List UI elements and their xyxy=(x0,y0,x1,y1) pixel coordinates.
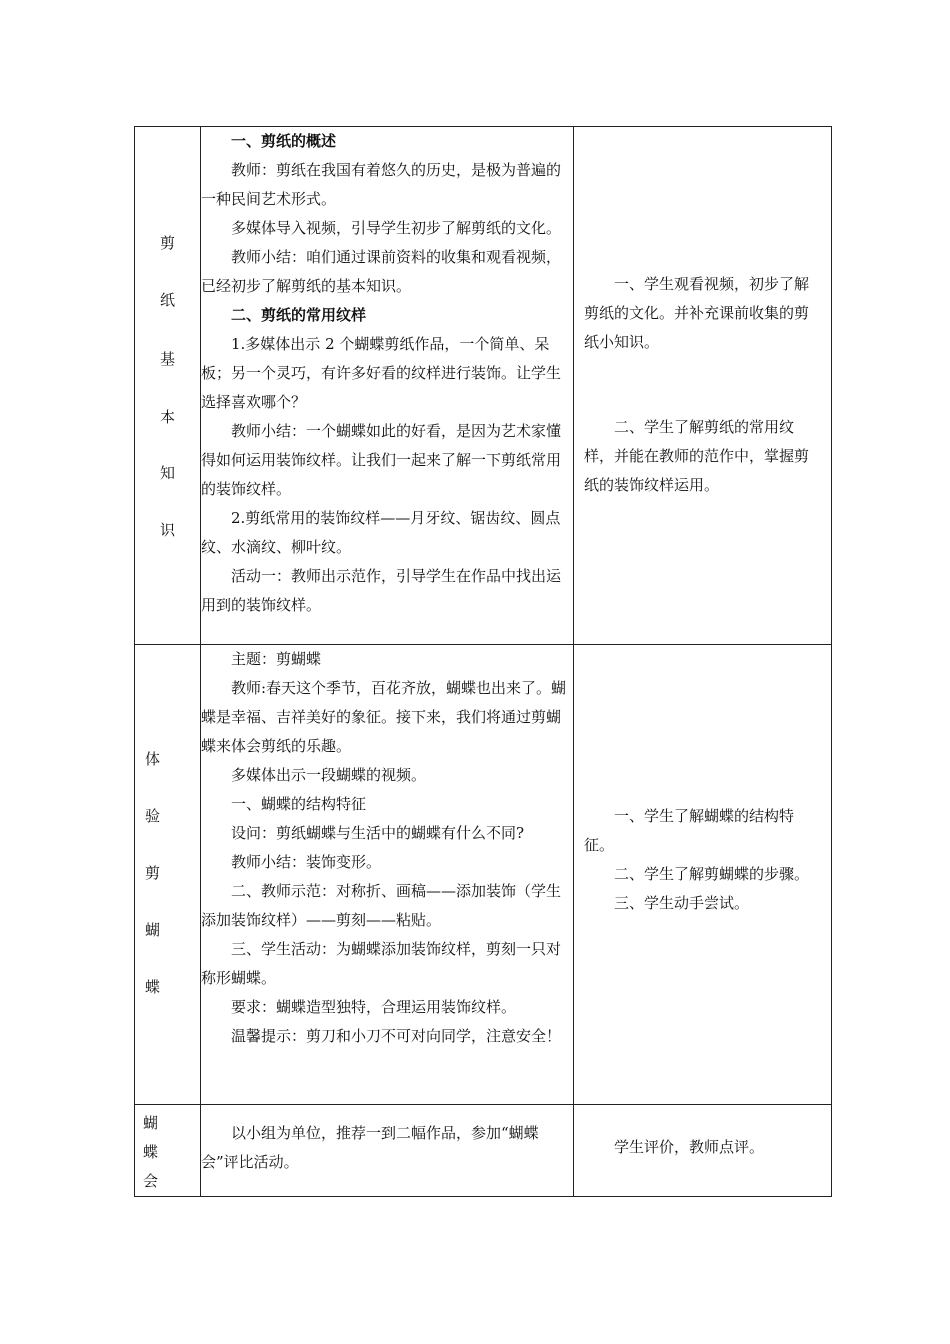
content-paragraph: 二、教师示范：对称折、画稿——添加装饰（学生添加装饰纹样）——剪刻——粘贴。 xyxy=(201,882,562,929)
section-label-char: 蝴 xyxy=(143,1114,159,1132)
section-label-char: 知 xyxy=(159,464,175,482)
content-paragraph: 教师:春天这个季节，百花齐放，蝴蝶也出来了。蝴蝶是幸福、吉祥美好的象征。接下来，我们将通过剪蝴蝶来体会剪纸的乐趣。 xyxy=(201,679,567,755)
section-label-char: 蝶 xyxy=(145,978,161,996)
content-paragraph: 要求：蝴蝶造型独特，合理运用装饰纹样。 xyxy=(231,998,517,1016)
section-label-char: 会 xyxy=(143,1172,159,1190)
table-row xyxy=(135,127,832,645)
section-heading: 一、剪纸的概述 xyxy=(231,132,337,150)
section-label-char: 剪 xyxy=(159,234,175,252)
section-label-char: 本 xyxy=(159,408,175,426)
content-paragraph: 以小组为单位，推荐一到二幅作品，参加“蝴蝶会”评比活动。 xyxy=(201,1124,539,1171)
section-label-char: 验 xyxy=(145,807,161,825)
activity-paragraph: 一、学生了解蝴蝶的结构特征。 xyxy=(584,807,795,854)
teaching-content-cell xyxy=(201,1105,574,1197)
content-paragraph: 多媒体出示一段蝴蝶的视频。 xyxy=(231,766,427,784)
student-activity-cell xyxy=(574,1105,832,1197)
student-activity-cell xyxy=(574,645,832,1105)
student-activity-cell xyxy=(574,127,832,645)
section-label-char: 体 xyxy=(145,750,161,768)
content-paragraph: 1.多媒体出示 2 个蝴蝶剪纸作品，一个简单、呆板；另一个灵巧，有许多好看的纹样进行装饰。让学生选择喜欢哪个？ xyxy=(201,335,562,411)
activity-paragraph: 二、学生了解剪纸的常用纹样，并能在教师的范作中，掌握剪纸的装饰纹样运用。 xyxy=(584,418,810,494)
activity-paragraph: 三、学生动手尝试。 xyxy=(614,894,750,912)
teaching-content-cell xyxy=(201,645,574,1105)
section-label-char: 识 xyxy=(159,521,175,539)
activity-paragraph: 二、学生了解剪蝴蝶的步骤。 xyxy=(614,865,810,883)
content-paragraph: 2.剪纸常用的装饰纹样——月牙纹、锯齿纹、圆点纹、水滴纹、柳叶纹。 xyxy=(201,509,561,556)
activity-paragraph: 一、学生观看视频，初步了解剪纸的文化。并补充课前收集的剪纸小知识。 xyxy=(584,275,810,351)
table-row xyxy=(135,1105,832,1197)
activity-paragraph: 学生评价，教师点评。 xyxy=(614,1138,765,1156)
content-paragraph: 教师小结：咱们通过课前资料的收集和观看视频，已经初步了解剪纸的基本知识。 xyxy=(201,248,562,295)
section-label-char: 蝴 xyxy=(145,921,161,939)
content-paragraph: 温馨提示：剪刀和小刀不可对向同学，注意安全！ xyxy=(231,1027,562,1045)
section-label-char: 纸 xyxy=(159,291,175,309)
lesson-plan-table xyxy=(134,126,832,1197)
section-label-char: 基 xyxy=(159,350,175,368)
section-label-char: 蝶 xyxy=(143,1143,159,1161)
content-paragraph: 三、学生活动：为蝴蝶添加装饰纹样，剪刻一只对称形蝴蝶。 xyxy=(201,940,562,987)
section-label-cell xyxy=(135,1105,201,1197)
teaching-content-cell xyxy=(201,127,574,645)
content-paragraph: 教师小结：一个蝴蝶如此的好看，是因为艺术家懂得如何运用装饰纹样。让我们一起来了解一下剪纸常用的装饰纹样。 xyxy=(201,422,562,498)
content-paragraph: 教师：剪纸在我国有着悠久的历史，是极为普遍的一种民间艺术形式。 xyxy=(201,161,562,208)
content-paragraph: 教师小结：装饰变形。 xyxy=(231,853,382,871)
table-row xyxy=(135,645,832,1105)
section-label-char: 剪 xyxy=(145,864,161,882)
content-paragraph: 一、蝴蝶的结构特征 xyxy=(231,795,367,813)
content-paragraph: 主题：剪蝴蝶 xyxy=(231,650,322,668)
content-paragraph: 设问：剪纸蝴蝶与生活中的蝴蝶有什么不同? xyxy=(231,824,525,842)
section-label-cell xyxy=(135,645,201,1105)
content-paragraph: 活动一：教师出示范作，引导学生在作品中找出运用到的装饰纹样。 xyxy=(201,567,562,614)
content-paragraph: 多媒体导入视频，引导学生初步了解剪纸的文化。 xyxy=(231,219,562,237)
section-label-cell xyxy=(135,127,201,645)
section-heading: 二、剪纸的常用纹样 xyxy=(231,306,367,324)
